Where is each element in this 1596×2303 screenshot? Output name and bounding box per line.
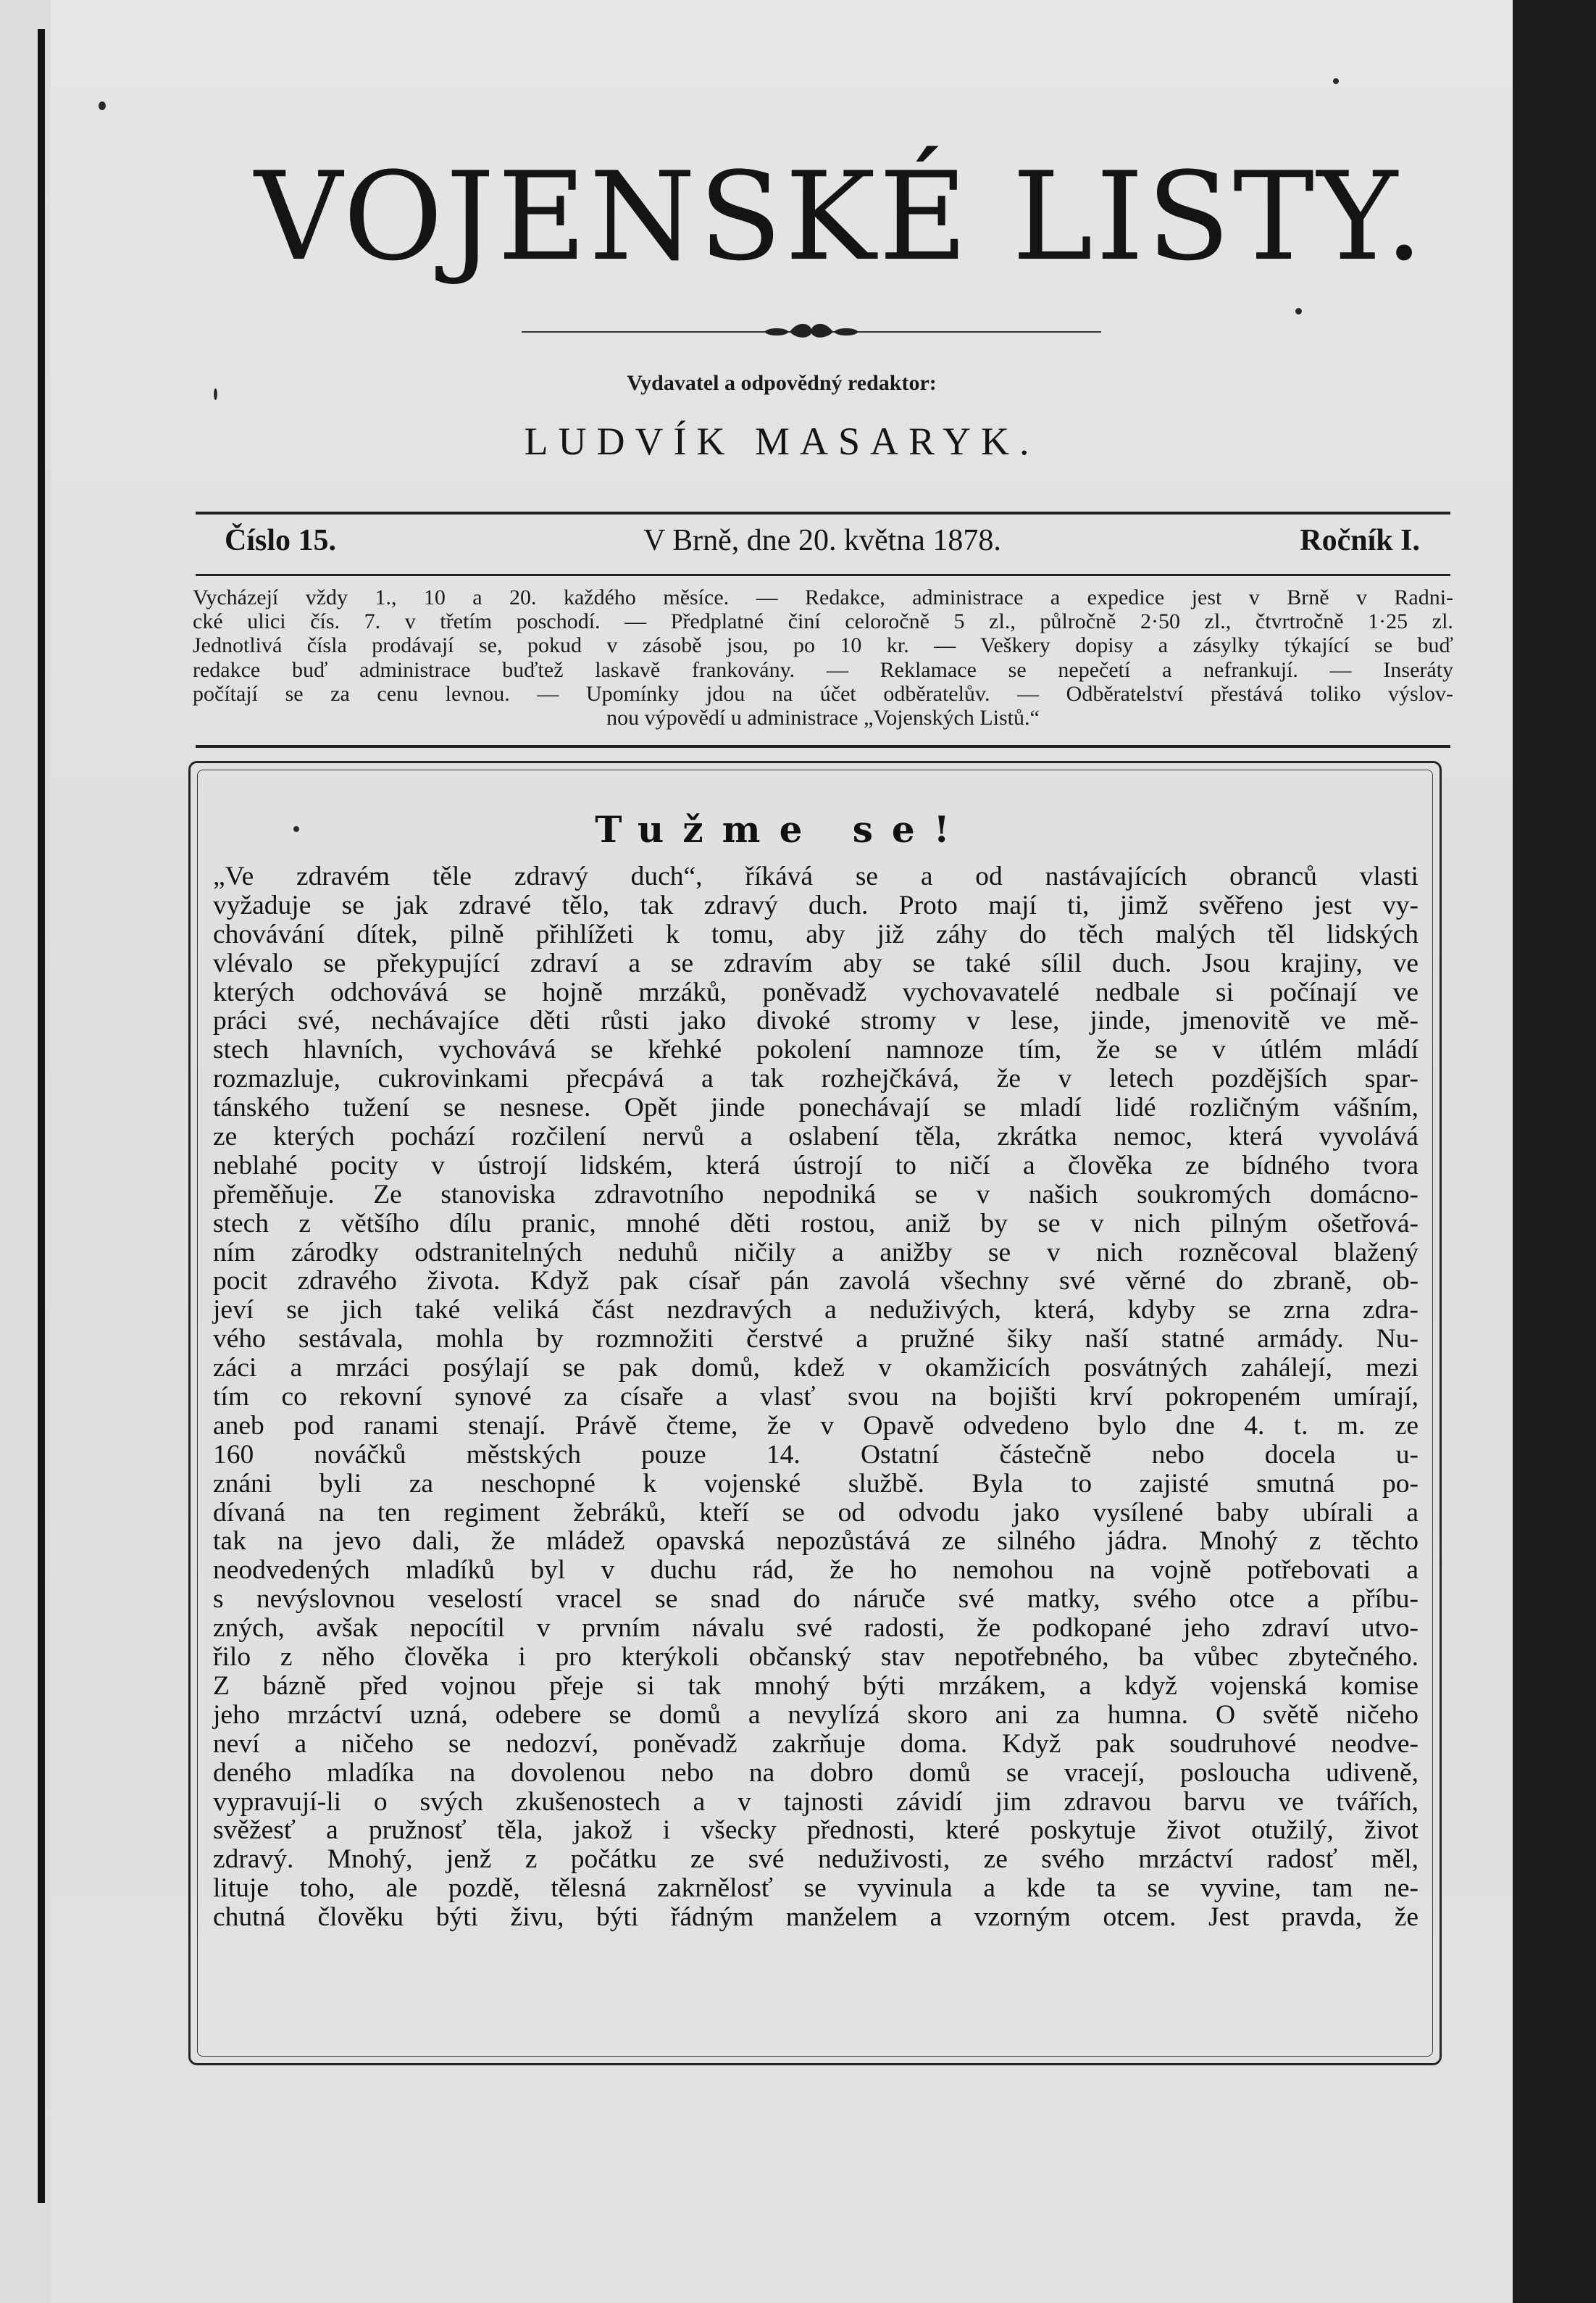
article-line: vého sestávala, mohla by rozmnožiti čerstvé a pružné šiky naší statné armády. Nu-	[213, 1324, 1419, 1354]
article-line: svěžesť a pružnosť těla, jakož i všecky přednosti, které poskytuje život otužilý, život	[213, 1815, 1419, 1846]
article-line: neodvedených mladíků byl v duchu rád, že ho nemohou na vojně potřebovati a	[213, 1555, 1419, 1586]
scan-left-edge	[38, 29, 45, 2203]
article-line: vypravují-li o svých zkušenostech a v tajnosti závidí jim zdravou barvu ve tvářích,	[213, 1786, 1419, 1817]
scan-speck	[293, 826, 299, 832]
article-line: kterých odchovává se hojně mrzáků, poněvadž vychovavatelé nedbale si počínají ve	[213, 977, 1419, 1007]
article-line: s nevýslovnou veselostí vracel se snad do náruče své matky, svého otce a příbu-	[213, 1584, 1419, 1615]
scan-edge	[1513, 0, 1596, 2303]
article-line: tak na jevo dali, že mládež opavská nepozůstává ze silného jádra. Mnohý z těchto	[213, 1526, 1419, 1557]
notice-rule	[196, 745, 1450, 748]
article-line: 160 nováčků městských pouze 14. Ostatní částečně nebo docela u-	[213, 1439, 1419, 1470]
article-line: záci a mrzáci posýlají se pak domů, kdež v okamžicích posvátných zahálejí, mezi	[213, 1353, 1419, 1383]
notice-line: nou výpovědí u administrace „Vojenských Listů.“	[606, 706, 1040, 730]
issue-date: V Brně, dne 20. května 1878.	[643, 524, 1001, 557]
top-rule	[196, 512, 1450, 515]
article-line: zných, avšak nepocítil v prvním návalu své radosti, že podkopané jeho zdraví utvo-	[213, 1613, 1419, 1644]
article-line: neví a ničeho se nedozví, poněvadž zakrňuje doma. Když pak soudruhové neodve-	[213, 1728, 1419, 1759]
article-line: jeho mrzáctví uzná, odebere se domů a nevylízá skoro ani za humna. O světě ničeho	[213, 1699, 1419, 1730]
article-line: dívaná na ten regiment žebráků, kteří se od odvodu jako vysílené baby ubírali a	[213, 1497, 1419, 1528]
article-line: vyžaduje se jak zdravé tělo, tak zdravý duch. Proto mají ti, jimž svěřeno jest vy-	[213, 890, 1419, 920]
article-line: lituje toho, ale pozdě, tělesná zakrnělosť se vyvinula a kde ta se vyvine, tam ne-	[213, 1873, 1419, 1904]
article-line: ním zárodky odstranitelných neduhů ničily a anižby se v nich rozněcoval blažený	[213, 1237, 1419, 1267]
article-line: stech z většího dílu pranic, mnohé děti rostou, aniž by se v nich pilným ošetřová-	[213, 1208, 1419, 1238]
ornament-divider	[522, 319, 1101, 341]
issue-rule	[196, 574, 1450, 576]
subscription-notice	[193, 586, 1453, 730]
masthead-title: VOJENSKÉ LISTY.	[254, 146, 1426, 288]
article-line: ze kterých pochází rozčilení nervů a oslabení těla, zkrátka nemoc, která vyvolává	[213, 1122, 1419, 1152]
publisher-label: Vydavatel a odpovědný redaktor:	[627, 371, 937, 395]
article-line: vlévalo se překypující zdraví a se zdravím aby se také sílil duch. Jsou krajiny, ve	[213, 948, 1419, 978]
article-line: zdravý. Mnohý, jenž z počátku ze své neduživosti, ze svého mrzáctví radosť měl,	[213, 1844, 1419, 1875]
article-line: aneb pod ranami stenají. Právě čteme, že v Opavě odvedeno bylo dne 4. t. m. ze	[213, 1410, 1419, 1441]
notice-line: Vycházejí vždy 1., 10 a 20. každého měsíce. — Redakce, administrace a expedice jest v Brně v Radni-	[193, 586, 1454, 609]
article-line: deného mladíka na dovolenou nebo na dobro domů se vracejí, posloucha udiveně,	[213, 1757, 1419, 1788]
article-line: práci své, nechávajíce děti růsti jako divoké stromy v lese, jinde, jmenovitě ve mě-	[213, 1006, 1419, 1036]
article-line: řilo z něho člověka i pro kterýkoli občanský stav nepotřebného, ba vůbec zbytečného.	[213, 1642, 1419, 1673]
article-line: znáni byli za neschopné k vojenské službě. Byla to zajisté smutná po-	[213, 1468, 1419, 1499]
article-line: chutná člověku býti živu, býti řádným manželem a vzorným otcem. Jest pravda, že	[213, 1902, 1419, 1933]
article-line: Z bázně před vojnou přeje si tak mnohý býti mrzákem, a když vojenská komise	[213, 1670, 1419, 1701]
notice-line: redakce buď administrace buďtež laskavě frankovány. — Reklamace se nepečetí a nefrankují. — Inseráty	[193, 657, 1454, 682]
article-line: stech hlavních, vychovává se křehké pokolení namnoze tím, že se v útlém mládí	[213, 1035, 1419, 1065]
issue-number: Číslo 15.	[225, 524, 337, 557]
article-line: „Ve zdravém těle zdravý duch“, říkává se a od nastávajících obranců vlasti	[213, 862, 1419, 891]
editor-name: LUDVÍK MASARYK.	[524, 420, 1040, 463]
article-title: Tužme se!	[595, 808, 969, 851]
scan-speck	[1333, 78, 1339, 84]
notice-line: Jednotlivá čísla prodávají se, pokud v zásobě jsou, po 10 kr. — Veškery dopisy a zásylky týkající se buď	[193, 633, 1453, 658]
article-line: chovávání dítek, pilně přihlížeti k tomu, aby již záhy do těch malých těl lidských	[213, 919, 1419, 949]
scan-speck	[99, 101, 106, 110]
issue-info-row	[225, 523, 1420, 567]
scan-speck	[214, 388, 217, 400]
notice-line: cké ulici čís. 7. v třetím poschodí. — Předplatné činí celoročně 5 zl., půlročně 2·50 zl., čtvrtročně 1·25 zl.	[193, 609, 1453, 634]
article-line: přeměňuje. Ze stanoviska zdravotního nepodniká se v našich soukromých domácno-	[213, 1179, 1419, 1209]
article-line: neblahé pocity v ústrojí lidském, která ústrojí to ničí a člověka ze bídného tvora	[213, 1150, 1419, 1180]
notice-line: počítají se za cenu levnou. — Upomínky jdou na účet odběratelův. — Odběratelství přestává toliko výslov-	[193, 681, 1454, 706]
article-line: jeví se jich také veliká část nezdravých a neduživých, která, kdyby se zrna zdra-	[213, 1295, 1419, 1325]
issue-volume: Ročník I.	[1300, 524, 1420, 557]
article-line: tím co rekovní synové za císaře a vlasť svou na bojišti krví pokropeném umírají,	[213, 1382, 1419, 1412]
article-line: pocit zdravého života. Když pak císař pán zavolá všechny své věrné do zbraně, ob-	[213, 1266, 1419, 1296]
article-line: tánského tužení se nesnese. Opět jinde ponechávají se mladí lidé rozličným vášním,	[213, 1093, 1419, 1123]
article-line: rozmazluje, cukrovinkami přecpává a tak rozhejčkává, že v letech pozdějších spar-	[213, 1064, 1419, 1094]
article-body	[213, 862, 1419, 1932]
scan-speck	[1295, 308, 1302, 315]
newspaper-page	[51, 0, 1513, 2303]
